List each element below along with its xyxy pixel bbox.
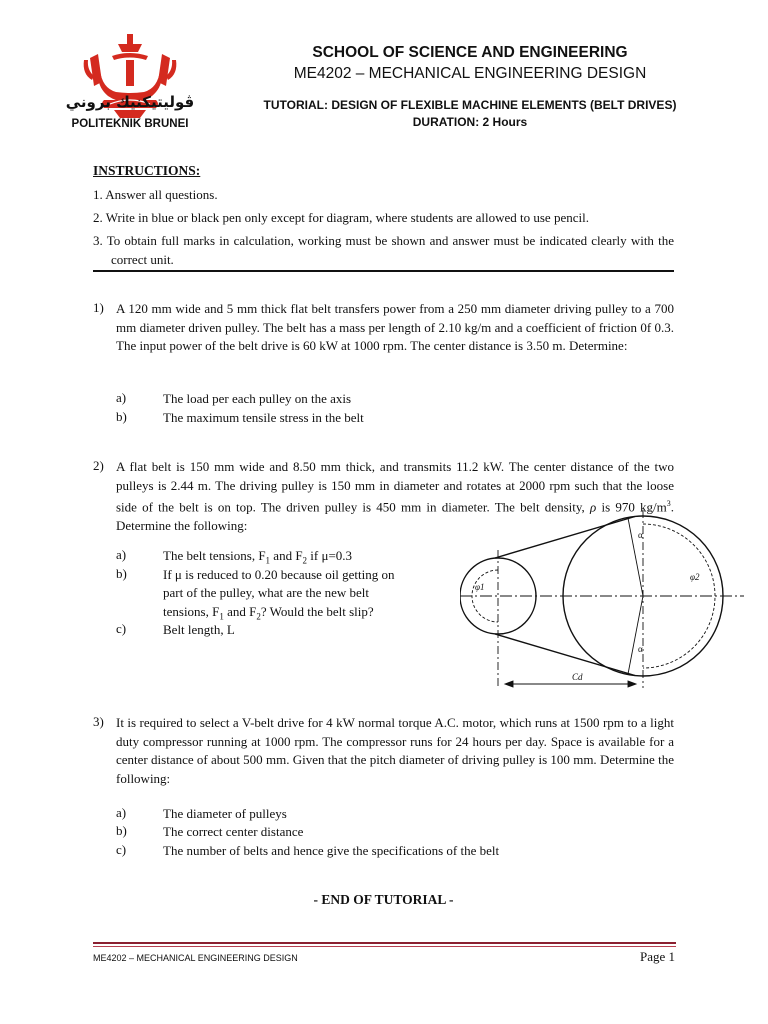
alpha-bottom-label: α — [638, 644, 643, 654]
sub-text: The belt tensions, $F_1$ and $F_2$ if μ=0.3 — [163, 548, 353, 566]
question-text: A flat belt is 150 mm wide and 8.50 mm thick, and transmits 11.2 kW. The center distance of the two pulleys is 2.44 m. The driving pulley is 150 mm in diameter and rotates at 2000 rpm such that the loose side of the belt is on top. The driven pulley is 450 mm in diameter. The belt density, ρ is 970 $kg/m^3$. Determine the following: — [116, 459, 675, 534]
sub-text: The correct center distance — [163, 824, 304, 839]
sub-label: a) — [116, 547, 127, 562]
question-number: 2) — [93, 458, 104, 473]
question-text: It is required to select a V-belt drive for 4 kW normal torque A.C. motor, which runs at 1500 rpm to a light duty compressor running at 1000 rpm. The compressor runs for 24 hours per day. Space is available for a center distance of about 500 mm. Given that the pitch diameter of driving pulley is 100 mm. Determine the following: — [116, 715, 674, 786]
question-number: 1) — [93, 300, 104, 315]
logo-name: POLITEKNIK BRUNEI — [71, 118, 189, 130]
question-number: 3) — [93, 714, 104, 729]
page-number: Page 1 — [639, 949, 675, 964]
duration: DURATION: 2 Hours — [412, 115, 528, 129]
sub-text: The load per each pulley on the axis — [163, 391, 352, 406]
phi2-label: φ2 — [690, 572, 700, 582]
instruction-item: 3. To obtain full marks in calculation, working must be shown and answer must be indicated clearly with the correct unit. — [93, 233, 674, 267]
sub-text: The maximum tensile stress in the belt — [163, 410, 364, 425]
cd-label: Cd — [572, 672, 583, 682]
sub-text: The diameter of pulleys — [163, 806, 287, 821]
sub-label: b) — [116, 566, 127, 581]
sub-label: a) — [116, 805, 127, 820]
sub-text: The number of belts and hence give the specifications of the belt — [163, 843, 500, 858]
sub-label: c) — [116, 621, 127, 636]
sub-text: Belt length, L — [163, 622, 235, 637]
course-title: ME4202 – MECHANICAL ENGINEERING DESIGN — [293, 65, 647, 82]
belt-bottom-span — [495, 634, 635, 676]
sub-label: b) — [116, 409, 127, 424]
belt-top-span — [495, 517, 635, 559]
sub-label: c) — [116, 842, 127, 857]
instruction-item: 2. Write in blue or black pen only except for diagram, where students are allowed to use pencil. — [93, 210, 589, 225]
instruction-item: 1. Answer all questions. — [93, 187, 218, 202]
divider — [93, 270, 674, 272]
tutorial-title: TUTORIAL: DESIGN OF FLEXIBLE MACHINE ELEMENTS (BELT DRIVES) — [263, 98, 677, 112]
sub-label: b) — [116, 823, 127, 838]
instructions-heading: INSTRUCTIONS: — [93, 163, 201, 178]
phi1-label: φ1 — [475, 582, 485, 592]
footer-rule — [93, 942, 676, 944]
end-of-tutorial: - END OF TUTORIAL - — [313, 892, 454, 907]
footer-rule-thin — [93, 946, 676, 947]
sub-label: a) — [116, 390, 127, 405]
question-text: A 120 mm wide and 5 mm thick flat belt transfers power from a 250 mm diameter driving pulley to a 700 mm diameter driven pulley. The belt has a mass per length of 2.10 kg/m and a coefficient of friction 0f 0.3. The input power of the belt drive is 60 kW at 1000 rpm. The center distance is 3.50 m. Determine: — [116, 301, 674, 354]
sub-text: If μ is reduced to 0.20 because oil getting on part of the pulley, what are the new belt tensions, $F_1$ and $F_2$? Would the belt slip? — [163, 567, 395, 622]
school-title: SCHOOL OF SCIENCE AND ENGINEERING — [312, 44, 628, 61]
belt-drive-diagram — [460, 510, 746, 695]
alpha-top-label: α — [638, 530, 643, 540]
footer-course: ME4202 – MECHANICAL ENGINEERING DESIGN — [93, 953, 298, 963]
logo-arabic-text: ڤوليتيکنيك بروني — [65, 93, 195, 111]
